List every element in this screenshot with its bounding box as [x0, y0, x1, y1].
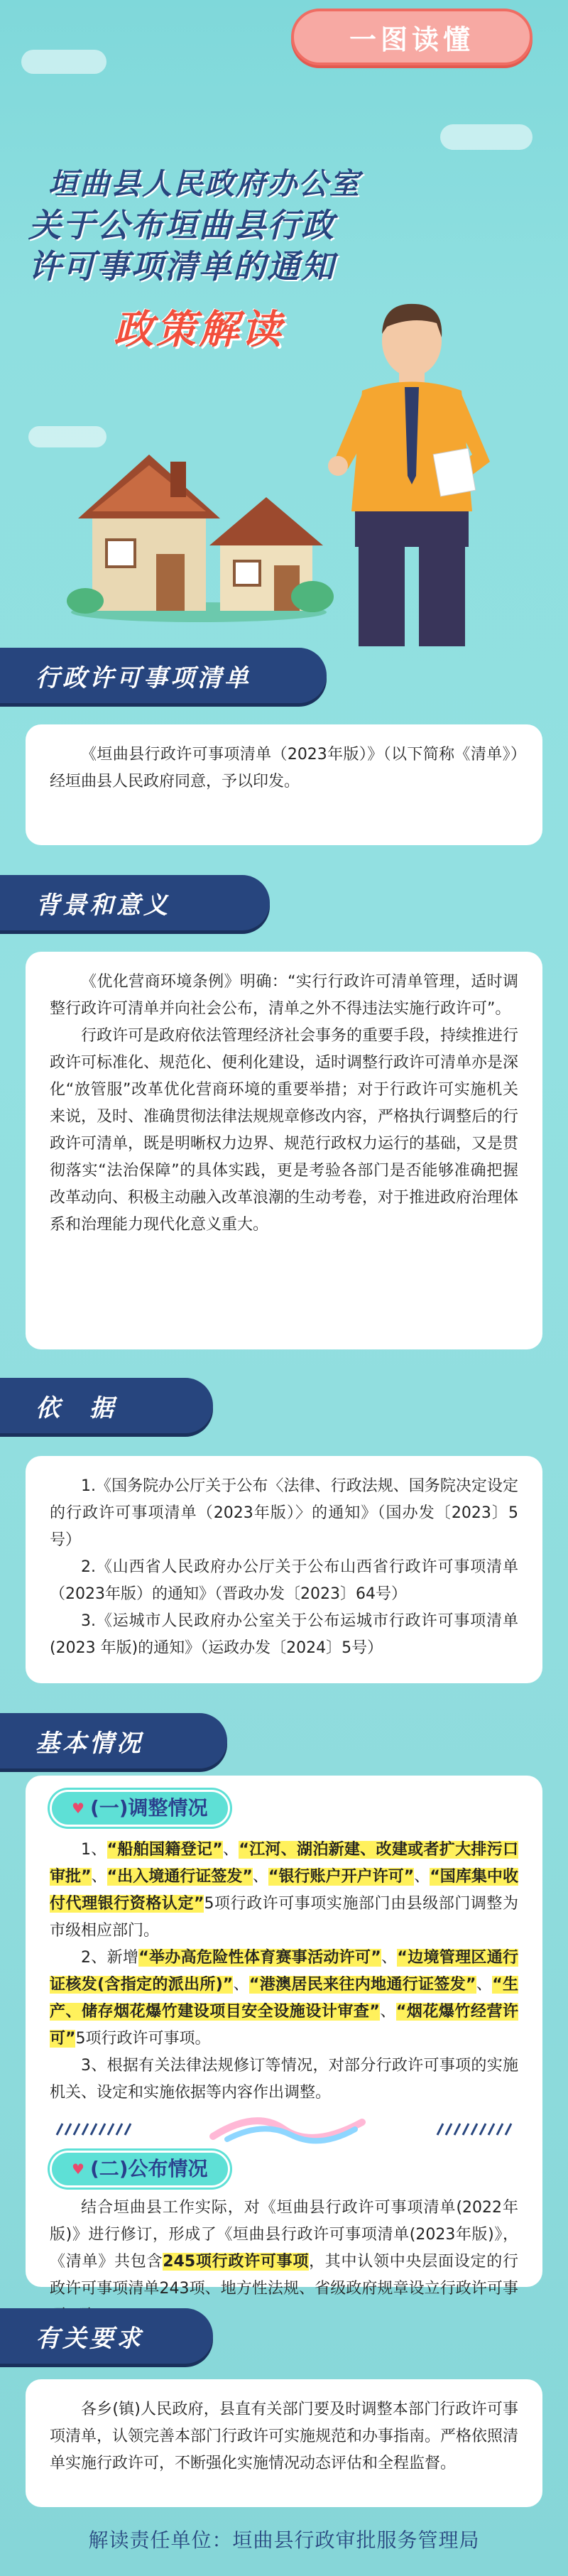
basic-card — [26, 1776, 542, 2298]
sub-heading-adjust — [50, 1790, 230, 1827]
section-head-list — [0, 648, 327, 703]
section-head-requirements-text: 有关要求 — [36, 2324, 143, 2353]
header-banner — [291, 9, 532, 65]
pub-post: ，其中认领中央层面设定的行政许可事项清单243项、地方性法规、省级政府规章设立行政许可事 — [50, 2253, 518, 2298]
requirements-card — [26, 2379, 542, 2507]
title-line-2: 关于公布垣曲县行政 — [28, 206, 335, 244]
adjust-item-1 — [50, 1837, 518, 1945]
adj2-sep-2: 、 — [233, 1976, 249, 1994]
section-head-basic — [0, 1713, 227, 1768]
sub-heading-publish-text: (二)公布情况 — [89, 2157, 208, 2180]
adj1-hl-4: “银行账户开户许可” — [268, 1868, 415, 1886]
cloud-decoration — [21, 50, 106, 74]
adj2-sep-1: 、 — [381, 1949, 398, 1967]
cloud-decoration — [440, 124, 532, 150]
adj1-hl-2: “江河、湖泊新建、改建或者扩大排污口审批” — [50, 1841, 519, 1886]
pub-pre: 结合垣曲县工作实际，对《垣曲县行政许可事项清单(2022年版)》进行修订，形成了《垣曲县行政许可事项清单(2023年版)》，《清单》共包含 — [50, 2199, 518, 2271]
adj1-sep-2: 、 — [91, 1868, 107, 1886]
adj2-pre: 2、新增 — [81, 1949, 139, 1967]
adj2-hl-5: “烟花爆竹经营许可” — [50, 2003, 518, 2048]
sub-heading-publish-wrap — [50, 2151, 518, 2188]
adjust-item-2 — [50, 1945, 518, 2053]
title-line-3: 许可事项清单的通知 — [28, 247, 335, 286]
sub-heading-adjust-text: (一)调整情况 — [89, 1796, 208, 1820]
background-para-1: 《优化营商环境条例》明确：“实行行政许可清单管理，适时调整行政许可清单并向社会公布，清单之外不得违法实施行政许可”。 — [50, 973, 518, 1018]
adj2-sep-4: 、 — [379, 2003, 396, 2021]
background-card — [26, 952, 542, 1349]
adj1-post: 5项行政许可事项实施部门由县级部门调整为市级相应部门。 — [50, 1895, 518, 1940]
list-card — [26, 724, 542, 845]
houses-illustration — [64, 426, 334, 625]
section-head-basis-text: 依 据 — [36, 1393, 116, 1423]
adj2-hl-4: “生产、储存烟花爆竹建设项目安全设施设计审查” — [50, 1976, 518, 2021]
sub-heading-adjust-wrap — [50, 1790, 518, 1827]
section-head-basic-text: 基本情况 — [36, 1729, 143, 1758]
policy-interpretation-title: 政策解读 — [114, 307, 284, 353]
adj2-hl-3: “港澳居民来往内地通行证签发” — [248, 1976, 476, 1994]
section-head-background — [0, 875, 270, 930]
adj2-hl-2: “边境管理区通行证核发(含指定的派出所)” — [50, 1949, 518, 1994]
background-para-2: 行政许可是政府依法管理经济社会事务的重要手段，持续推进行政许可标准化、规范化、便利化建设，适时调整行政许可清单亦是深化“放管服”改革优化营商环境的重要举措；对于行政许可实施机关来说，及时、准确贯彻法律法规规章修改内容，严格执行调整后的行政许可清单，既是明晰权力边界、规范行政权力运行的基础，又是贯彻落实“法治保障”的具体实践，更是考验各部门是否能够准确把握改革动向、积极主动融入改革浪潮的生动考卷，对于推进政府治理体系和治理能力现代化意义重大。 — [50, 1027, 519, 1234]
wave-divider — [50, 2114, 518, 2145]
title-line-1: 垣曲县人民政府办公室 — [48, 166, 361, 201]
adj2-sep-3: 、 — [476, 1976, 493, 1994]
adj1-sep-3: 、 — [252, 1868, 268, 1886]
section-head-list-text: 行政许可事项清单 — [36, 663, 251, 692]
adjust-item-3: 3、根据有关法律法规修订等情况，对部分行政许可事项的实施机关、设定和实施依据等内容作出调整。 — [50, 2057, 518, 2102]
basis-item-3: 3.《运城市人民政府办公室关于公布运城市行政许可事项清单(2023 年版)的通知》（运政办发〔2024〕5号） — [50, 1612, 518, 1657]
basis-card — [26, 1456, 542, 1683]
section-head-requirements — [0, 2308, 213, 2364]
speaker-illustration — [312, 298, 511, 653]
basis-item-2: 2.《山西省人民政府办公厅关于公布山西省行政许可事项清单（2023年版）的通知》（晋政办发〔2023〕64号） — [50, 1558, 518, 1603]
adj1-sep-1: 、 — [222, 1841, 239, 1859]
section-head-background-text: 背景和意义 — [36, 891, 170, 920]
adj1-pre: 1、 — [81, 1841, 107, 1859]
pub-hl: 245项行政许可事项 — [163, 2253, 310, 2271]
adj1-sep-4: 、 — [414, 1868, 430, 1886]
responsible-unit: 解读责任单位：垣曲县行政审批服务管理局 — [88, 2528, 480, 2552]
banner-text: 一图读懂 — [349, 23, 474, 55]
adj2-hl-1: “举办高危险性体育赛事活动许可” — [138, 1949, 381, 1967]
adj2-post: 5项行政许可事项。 — [75, 2030, 211, 2048]
section-head-basis — [0, 1378, 213, 1433]
list-text: 《垣曲县行政许可事项清单（2023年版）》（以下简称《清单》）经垣曲县人民政府同意，予以印发。 — [50, 746, 518, 790]
basis-item-1: 1.《国务院办公厅关于公布〈法律、行政法规、国务院决定设定的行政许可事项清单（2023年版）〉的通知》（国办发〔2023〕5号） — [50, 1477, 518, 1549]
adj1-hl-5: “国库集中收付代理银行资格认定” — [50, 1868, 518, 1913]
requirements-text: 各乡(镇)人民政府，县直有关部门要及时调整本部门行政许可事项清单，认领完善本部门行政许可实施规范和办事指南。严格依照清单实施行政许可，不断强化实施情况动态评估和全程监督。 — [50, 2401, 519, 2472]
sub-heading-publish — [50, 2151, 230, 2188]
adj1-hl-3: “出入境通行证签发” — [106, 1868, 253, 1886]
adj1-hl-1: “船舶国籍登记” — [106, 1841, 223, 1859]
heart-icon: ♥ — [72, 2161, 84, 2178]
page-title — [28, 163, 426, 287]
heart-icon: ♥ — [72, 1800, 84, 1817]
